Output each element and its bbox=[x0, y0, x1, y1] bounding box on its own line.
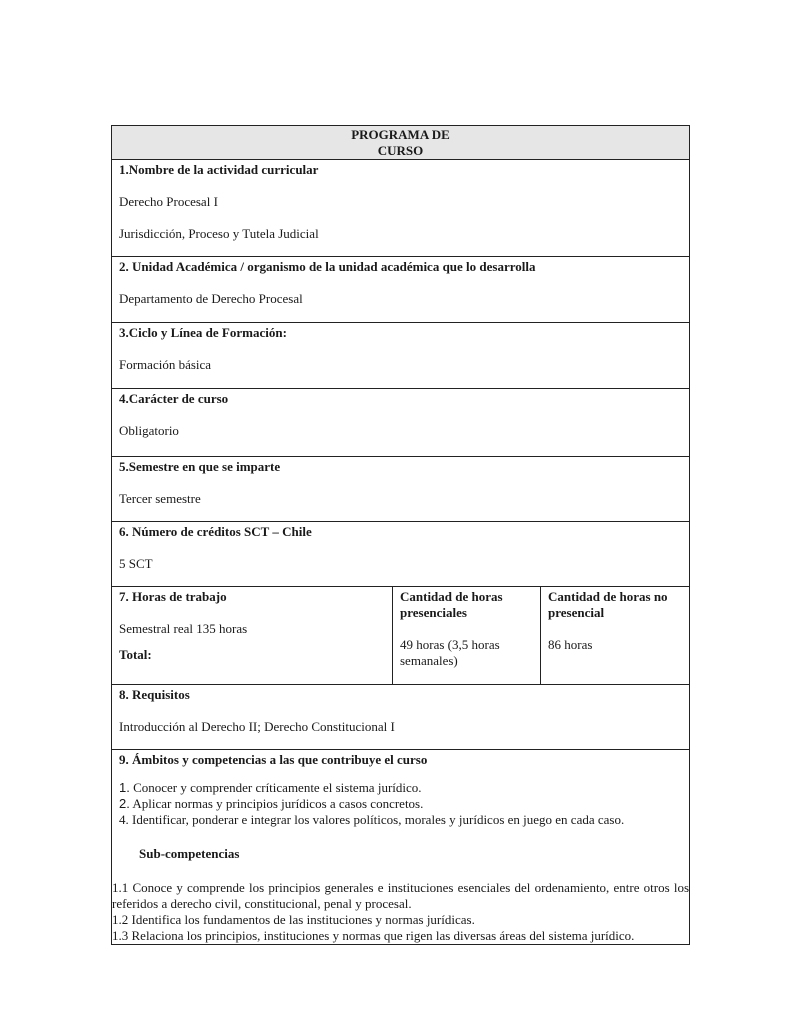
list-item bbox=[119, 780, 682, 796]
credits-value: 5 SCT bbox=[119, 556, 153, 571]
section-cycle bbox=[112, 323, 690, 389]
cycle-value: Formación básica bbox=[119, 357, 212, 372]
section-work-hours bbox=[112, 587, 393, 685]
academic-unit-value: Departamento de Derecho Procesal bbox=[119, 291, 303, 306]
list-item: 1.1 Conoce y comprende los principios generales e instituciones esenciales del ordenamiento, entre otros los referidos a derecho civil, constitucional, penal y procesal. bbox=[112, 880, 690, 911]
section-title: 2. Unidad Académica / organismo de la unidad académica que lo desarrolla bbox=[119, 259, 536, 274]
section-title: 9. Ámbitos y competencias a las que contribuye el curso bbox=[119, 752, 428, 767]
work-hours-value: Semestral real 135 horas bbox=[119, 621, 248, 636]
section-course-name bbox=[112, 160, 690, 257]
section-title: 3.Ciclo y Línea de Formación: bbox=[119, 325, 287, 340]
nonpresential-hours-title: Cantidad de horas no presencial bbox=[548, 589, 668, 620]
list-item: 1.2 Identifica los fundamentos de las instituciones y normas jurídicas. bbox=[112, 912, 475, 927]
presential-hours-value: 49 horas (3,5 horas semanales) bbox=[400, 637, 500, 668]
nonpresential-hours-cell bbox=[541, 587, 690, 685]
competency-number: 2. bbox=[119, 796, 130, 811]
program-header bbox=[112, 126, 690, 160]
section-title: 4.Carácter de curso bbox=[119, 391, 229, 406]
competency-text: Aplicar normas y principios jurídicos a casos concretos. bbox=[132, 796, 424, 811]
presential-hours-title: Cantidad de horas presenciales bbox=[400, 589, 503, 620]
competency-text: Conocer y comprender críticamente el sistema jurídico. bbox=[133, 780, 422, 795]
program-table bbox=[111, 125, 690, 945]
section-academic-unit bbox=[112, 257, 690, 323]
section-title: 8. Requisitos bbox=[119, 687, 190, 702]
list-item bbox=[119, 796, 682, 812]
course-program-document bbox=[111, 125, 689, 945]
section-credits bbox=[112, 522, 690, 587]
section-title: 6. Número de créditos SCT – Chile bbox=[119, 524, 312, 539]
subcompetencies-title: Sub-competencias bbox=[139, 846, 240, 861]
section-requirements bbox=[112, 685, 690, 750]
section-title: 5.Semestre en que se imparte bbox=[119, 459, 281, 474]
course-name-value: Derecho Procesal I bbox=[119, 194, 218, 209]
total-label: Total: bbox=[119, 647, 152, 662]
section-course-character bbox=[112, 389, 690, 457]
header-line-1: PROGRAMA DE bbox=[351, 127, 450, 142]
section-title: 7. Horas de trabajo bbox=[119, 589, 227, 604]
subcompetencies-list bbox=[112, 880, 689, 944]
course-character-value: Obligatorio bbox=[119, 423, 179, 438]
section-title: 1.Nombre de la actividad curricular bbox=[119, 162, 319, 177]
nonpresential-hours-value: 86 horas bbox=[548, 637, 593, 652]
section-semester bbox=[112, 457, 690, 522]
list-item bbox=[119, 812, 682, 828]
competency-number: 1. bbox=[119, 780, 130, 795]
semester-value: Tercer semestre bbox=[119, 491, 201, 506]
list-item: 1.3 Relaciona los principios, instituciones y normas que rigen las diversas áreas del sistema jurídico. bbox=[112, 928, 635, 943]
competencies-list bbox=[119, 780, 682, 828]
competency-number: 4. bbox=[119, 812, 129, 827]
header-line-2: CURSO bbox=[377, 143, 424, 158]
competency-text: Identificar, ponderar e integrar los valores políticos, morales y jurídicos en juego en cada caso. bbox=[132, 812, 625, 827]
course-subtitle-value: Jurisdicción, Proceso y Tutela Judicial bbox=[119, 226, 319, 241]
presential-hours-cell bbox=[393, 587, 541, 685]
requirements-value: Introducción al Derecho II; Derecho Constitucional I bbox=[119, 719, 395, 734]
section-competencies bbox=[112, 750, 690, 945]
